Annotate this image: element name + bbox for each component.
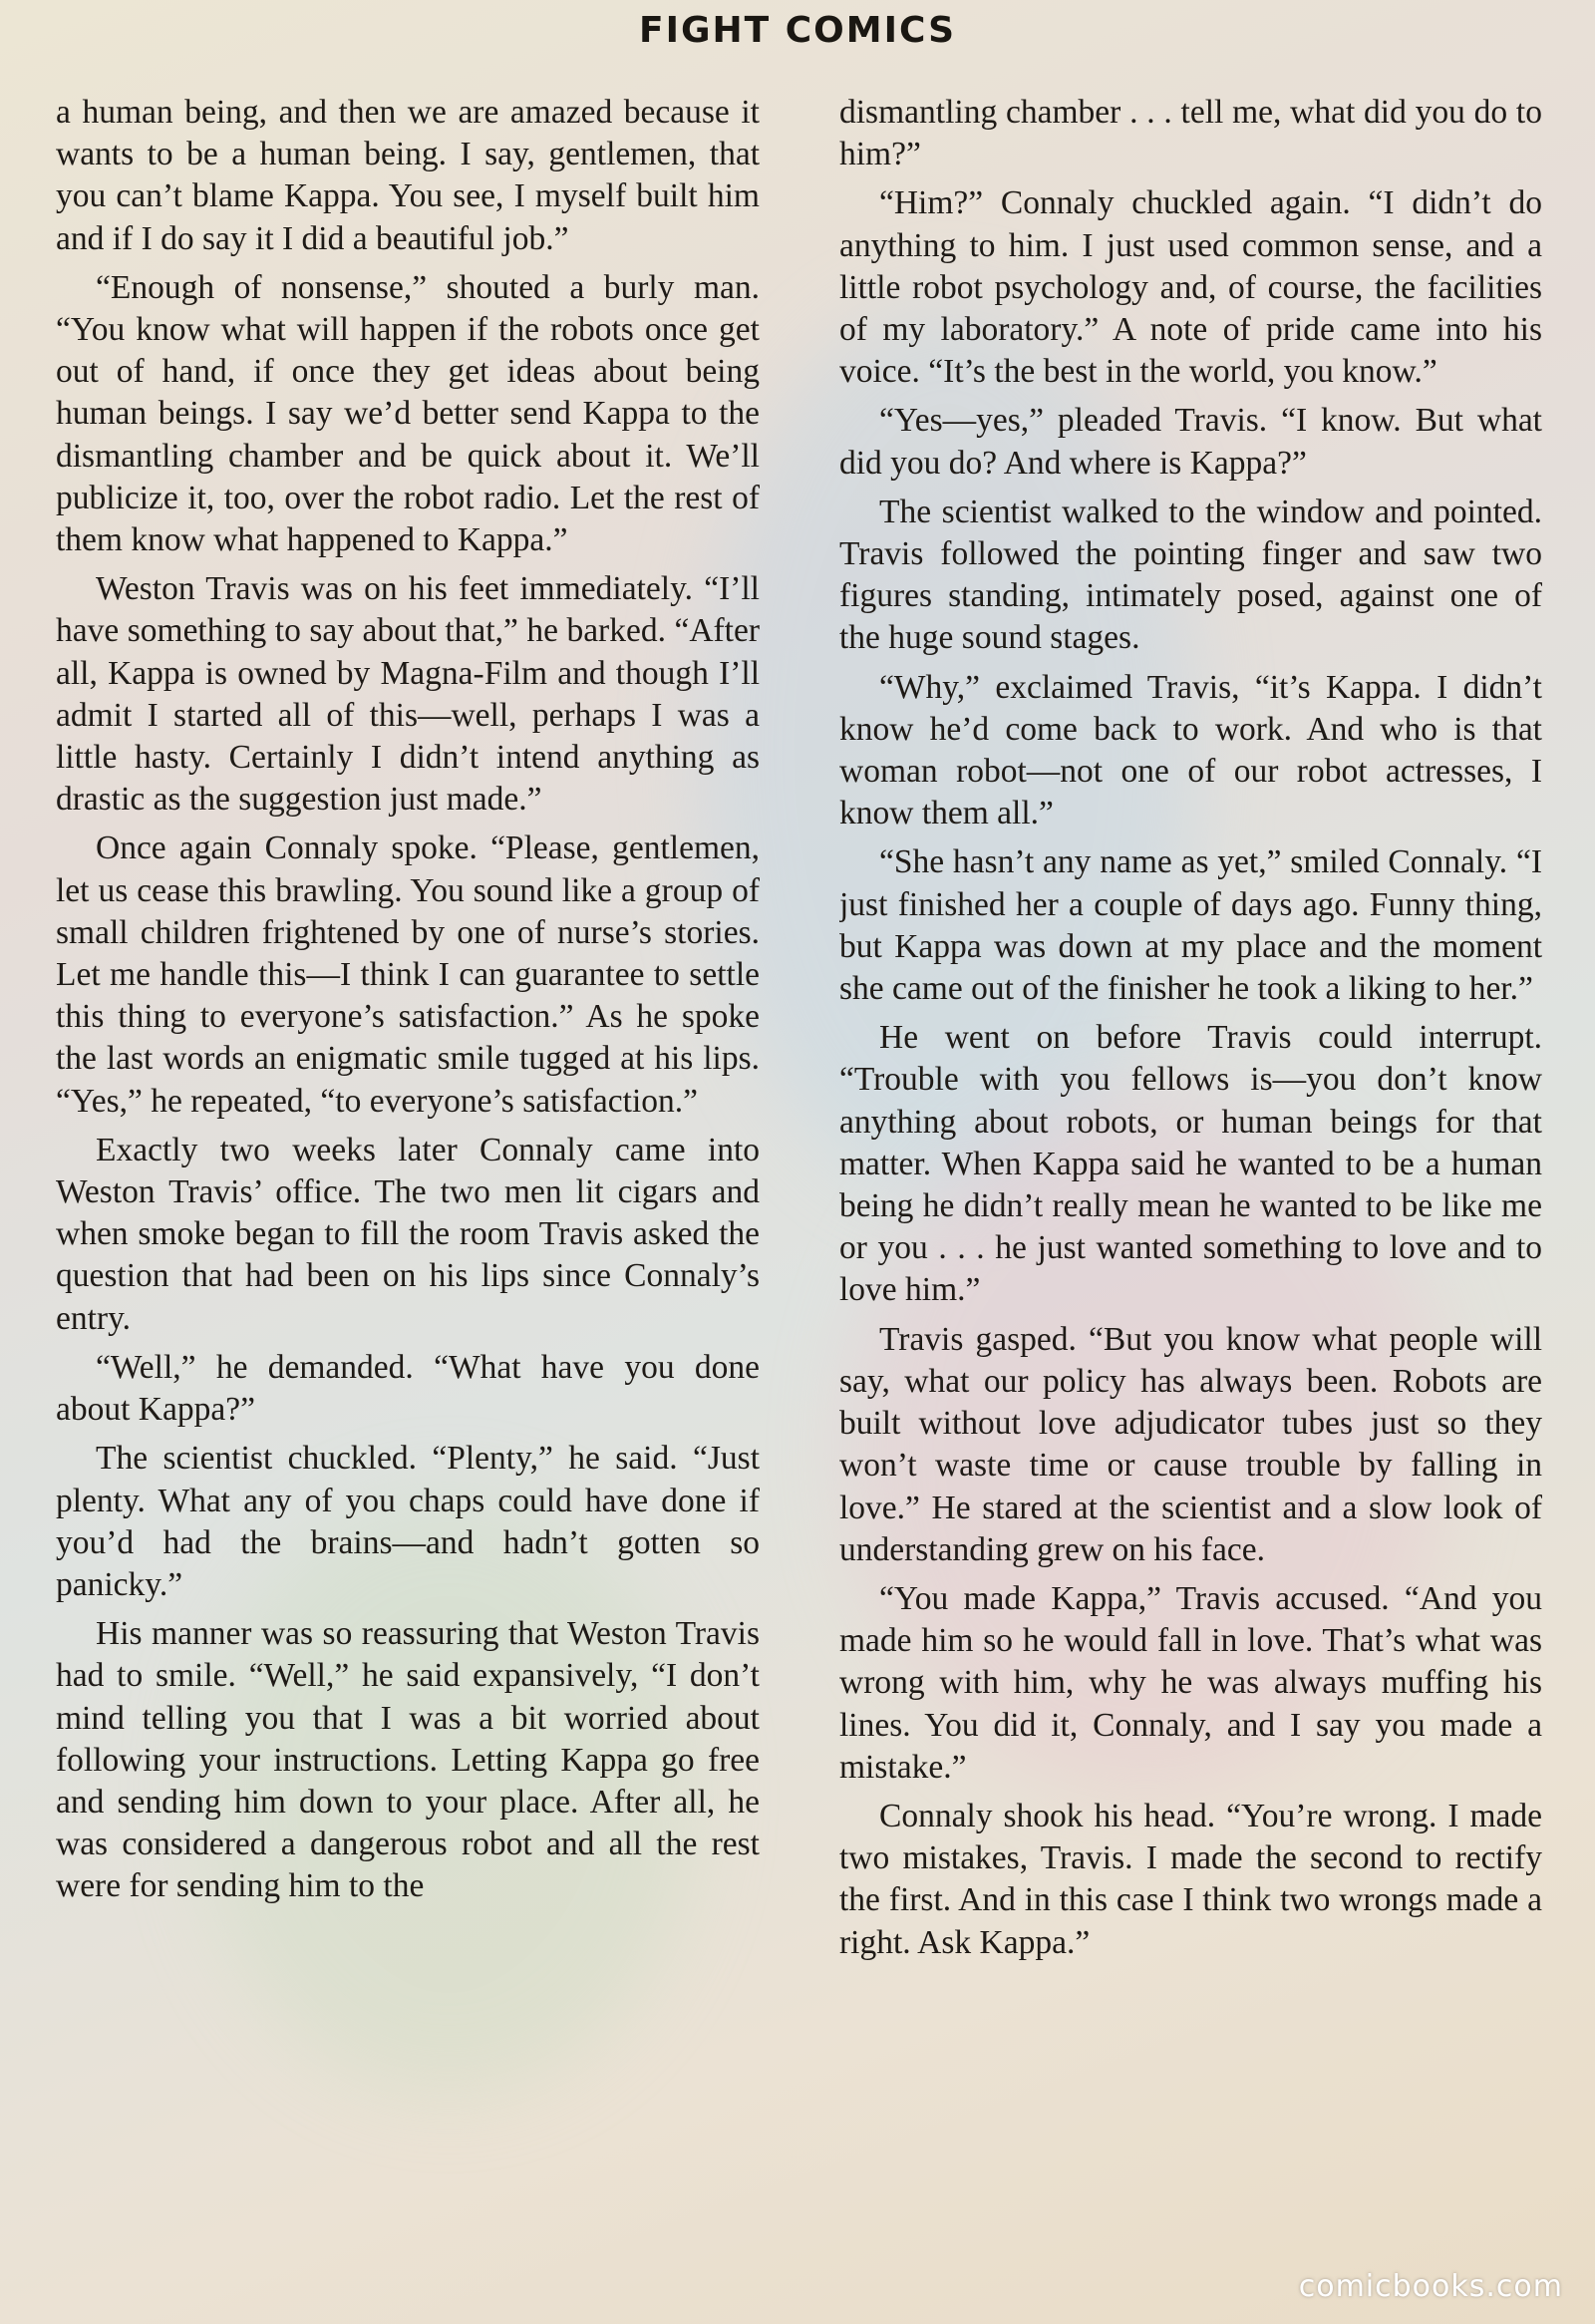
watermark: comicbooks.com [1298,2269,1563,2304]
paragraph: a human being, and then we are amazed because it wants to be a human being. I say, gentlemen, that you can’t blame Kappa. You see, I myself built him and if I do say it I did a beautiful job.” [56,94,760,257]
paragraph: He went on before Travis could interrupt. “Trouble with you fellows is—you don’t know anything about robots, or human beings for that matter. When Kappa said he wanted to be a human being he didn’t really mean he wanted to be like me or you . . . he just wanted something to love and to love him.” [839,1019,1542,1309]
paragraph: “Well,” he demanded. “What have you done about Kappa?” [56,1348,760,1429]
paragraph: “You made Kappa,” Travis accused. “And you made him so he would fall in love. That’s what was wrong with him, why he was always muffing his lines. You did it, Connaly, and I say you made a mistake.” [839,1579,1542,1786]
paragraph: Weston Travis was on his feet immediately. “I’ll have something to say about that,” he barked. “After all, Kappa is owned by Magna-Film and though I’ll admit I started all of this—well, perhaps I was a little hasty. Certainly I didn’t intend anything as drastic as the suggestion just made.” [56,570,760,819]
right-column [839,92,1542,2275]
paragraph: Once again Connaly spoke. “Please, gentlemen, let us cease this brawling. You sound like a group of small children frightened by one of nurse’s stories. Let me handle this—I think I can guarantee to settle this thing to everyone’s satisfaction.” As he spoke the last words an enigmatic smile tugged at his lips. “Yes,” he repeated, “to everyone’s satisfaction.” [56,830,760,1120]
paragraph: “Enough of nonsense,” shouted a burly man. “You know what will happen if the robots once get out of hand, if once they get ideas about being human beings. I say we’d better send Kappa to the dismantling chamber and be quick about it. We’ll publicize it, too, over the robot radio. Let the rest of them know what happened to Kappa.” [56,268,760,559]
paragraph: “Yes—yes,” pleaded Travis. “I know. But what did you do? And where is Kappa?” [839,402,1542,482]
page-header: FIGHT COMICS [638,10,956,51]
paragraph: “Him?” Connaly chuckled again. “I didn’t do anything to him. I just used common sense, and a little robot psychology and, of course, the facilities of my laboratory.” A note of pride came into his voice. “It’s the best in the world, you know.” [839,184,1542,391]
paragraph: “She hasn’t any name as yet,” smiled Connaly. “I just finished her a couple of days ago. Funny thing, but Kappa was down at my place and the moment she came out of the finisher he took a liking to her.” [839,843,1542,1008]
paragraph: dismantling chamber . . . tell me, what did you do to him?” [839,94,1542,173]
paragraph: Connaly shook his head. “You’re wrong. I made two mistakes, Travis. I made the second to rectify the first. And in this case I think two wrongs made a right. Ask Kappa.” [839,1797,1542,1961]
paragraph: His manner was so reassuring that Weston Travis had to smile. “Well,” he said expansively, “I don’t mind telling you that I was a bit worried about following your instructions. Letting Kappa go free and sending him down to your place. After all, he was considered a dangerous robot and all the rest were for sending him to the [56,1615,760,1905]
paragraph: “Why,” exclaimed Travis, “it’s Kappa. I didn’t know he’d come back to work. And who is that woman robot—not one of our robot actresses, I know them all.” [839,668,1542,832]
paragraph: The scientist chuckled. “Plenty,” he said. “Just plenty. What any of you chaps could have done if you’d had the brains—and hadn’t gotten so panicky.” [56,1440,760,1603]
paragraph: The scientist walked to the window and pointed. Travis followed the pointing finger and saw two figures standing, intimately posed, against one of the huge sound stages. [839,493,1542,657]
paragraph: Travis gasped. “But you know what people will say, what our policy has always been. Robots are built without love adjudicator tubes just so they won’t waste time or cause trouble by falling in love.” He stared at the scientist and a slow look of understanding grew on his face. [839,1320,1542,1568]
paragraph: Exactly two weeks later Connaly came into Weston Travis’ office. The two men lit cigars and when smoke began to fill the room Travis asked the question that had been on his lips since Connaly’s entry. [56,1131,760,1337]
left-column [56,92,760,2275]
